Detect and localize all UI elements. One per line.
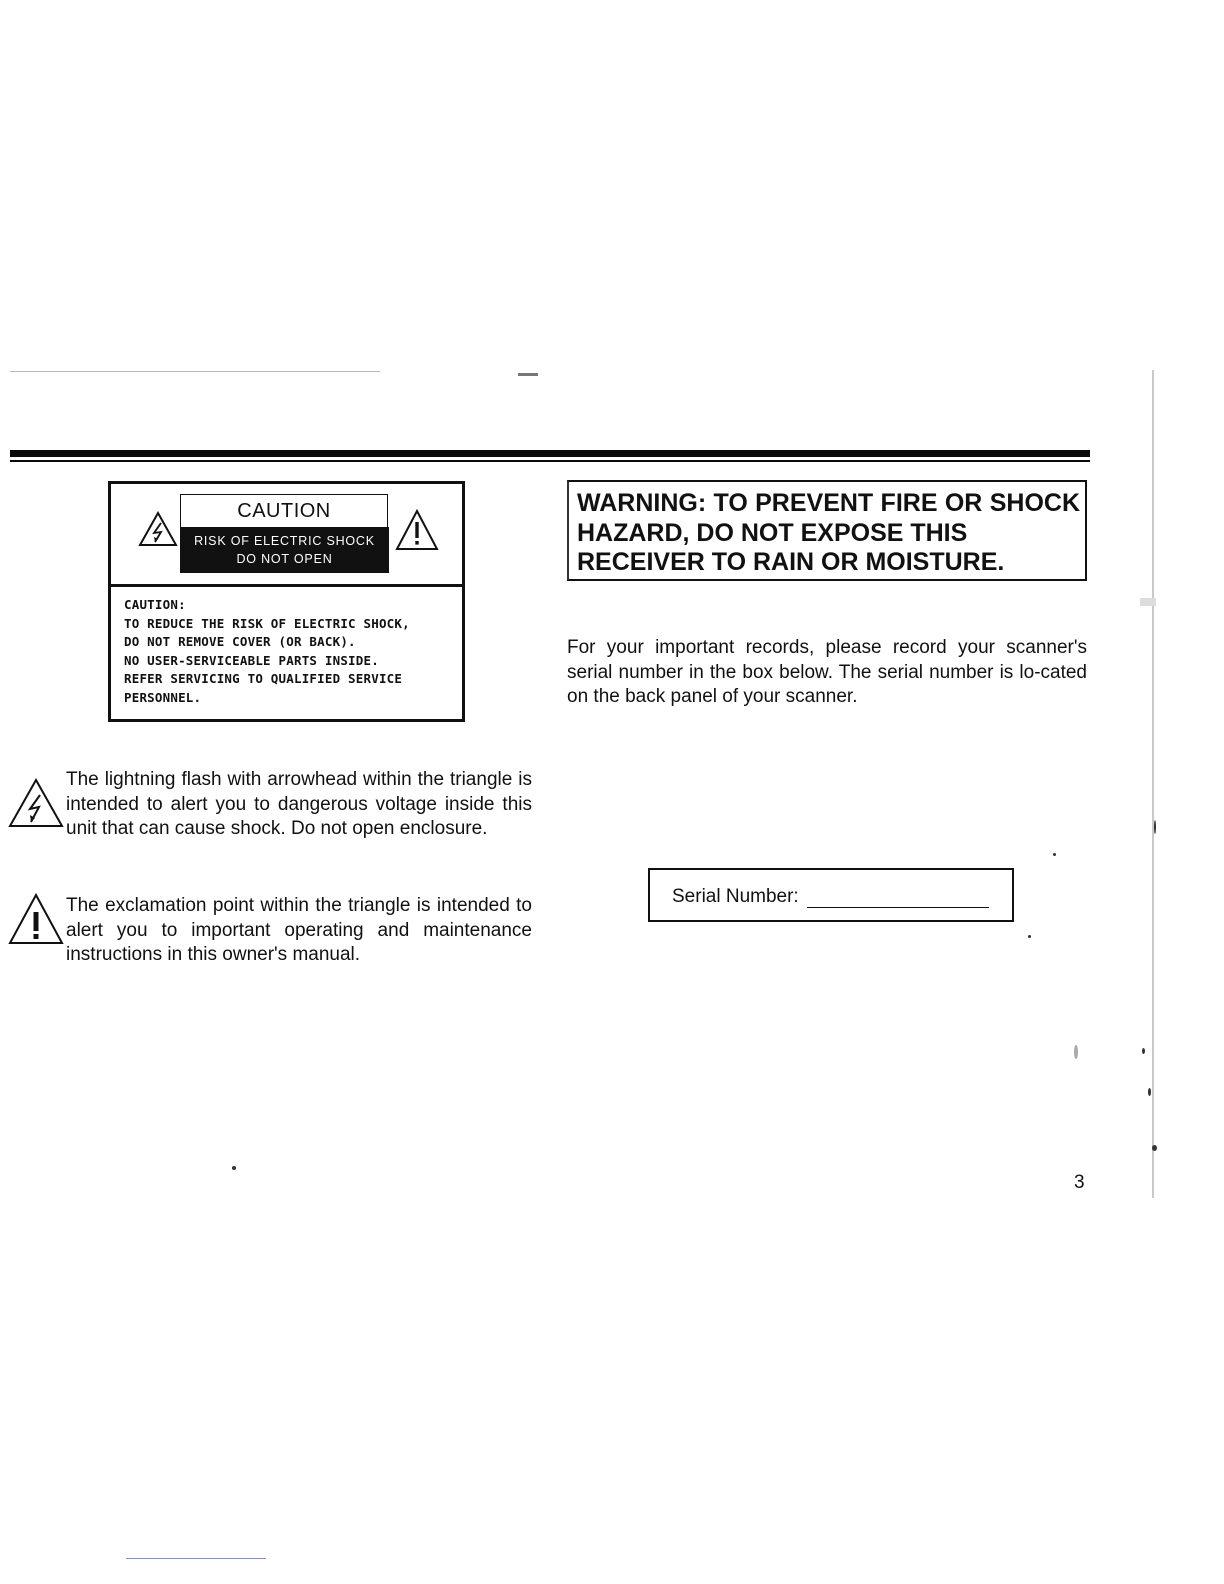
caution-line: NO USER-SERVICEABLE PARTS INSIDE.	[124, 652, 379, 668]
caution-banner-line2: DO NOT OPEN	[236, 552, 333, 566]
bottom-faint-rule	[126, 1558, 266, 1559]
caution-banner-line1: RISK OF ELECTRIC SHOCK	[194, 534, 375, 548]
scan-mark	[518, 373, 538, 376]
scan-speck	[1074, 1045, 1078, 1059]
scan-edge	[1152, 370, 1154, 1198]
warning-line2: HAZARD, DO NOT EXPOSE THIS	[577, 518, 968, 547]
scan-speck	[232, 1166, 236, 1170]
exclamation-explanation: The exclamation point within the triangle is intended to alert you to important operating and maintenance instructions in this owner's manual.	[66, 895, 532, 965]
caution-heading: CAUTION:	[124, 597, 186, 612]
serial-number-label: Serial Number:	[672, 886, 799, 907]
top-faint-rule	[10, 371, 380, 372]
exclamation-triangle-icon	[395, 509, 439, 558]
records-paragraph: For your important records, please record your scanner's serial number in the box below. The serial number is lo-cated on the back panel of your scanner.	[567, 637, 1087, 707]
scan-speck	[1148, 1088, 1151, 1096]
warning-text	[577, 489, 1080, 578]
warning-line3: RECEIVER TO RAIN OR MOISTURE.	[577, 548, 1005, 576]
page-number: 3	[1074, 1172, 1085, 1193]
warning-box	[567, 480, 1087, 581]
caution-line: DO NOT REMOVE COVER (OR BACK).	[124, 634, 356, 650]
caution-label-header	[111, 484, 462, 587]
exclamation-triangle-icon	[8, 892, 66, 953]
caution-title: CAUTION	[180, 494, 388, 527]
caution-banner	[180, 527, 389, 573]
scan-speck	[1028, 935, 1031, 938]
scan-speck	[1142, 1048, 1145, 1054]
caution-label	[108, 481, 465, 722]
caution-line: PERSONNEL.	[124, 689, 202, 705]
warning-line1: WARNING: TO PREVENT FIRE OR SHOCK	[577, 489, 1080, 517]
header-rule-underline	[10, 460, 1090, 462]
scan-speck	[1053, 853, 1056, 856]
caution-line: REFER SERVICING TO QUALIFIED SERVICE	[124, 671, 403, 687]
scan-mark	[1140, 598, 1156, 606]
serial-number-blank[interactable]	[807, 907, 989, 908]
scan-speck	[1154, 820, 1156, 834]
lightning-explanation: The lightning flash with arrowhead within the triangle is intended to alert you to dangerous voltage inside this unit that can cause shock. Do not open enclosure.	[66, 769, 532, 839]
caution-text-block	[124, 596, 454, 708]
serial-number-box	[648, 868, 1014, 922]
scan-speck	[1152, 1145, 1157, 1151]
caution-line: TO REDUCE THE RISK OF ELECTRIC SHOCK,	[124, 615, 410, 631]
lightning-triangle-icon	[8, 777, 66, 834]
header-rule	[10, 450, 1090, 457]
lightning-triangle-icon	[138, 511, 178, 552]
